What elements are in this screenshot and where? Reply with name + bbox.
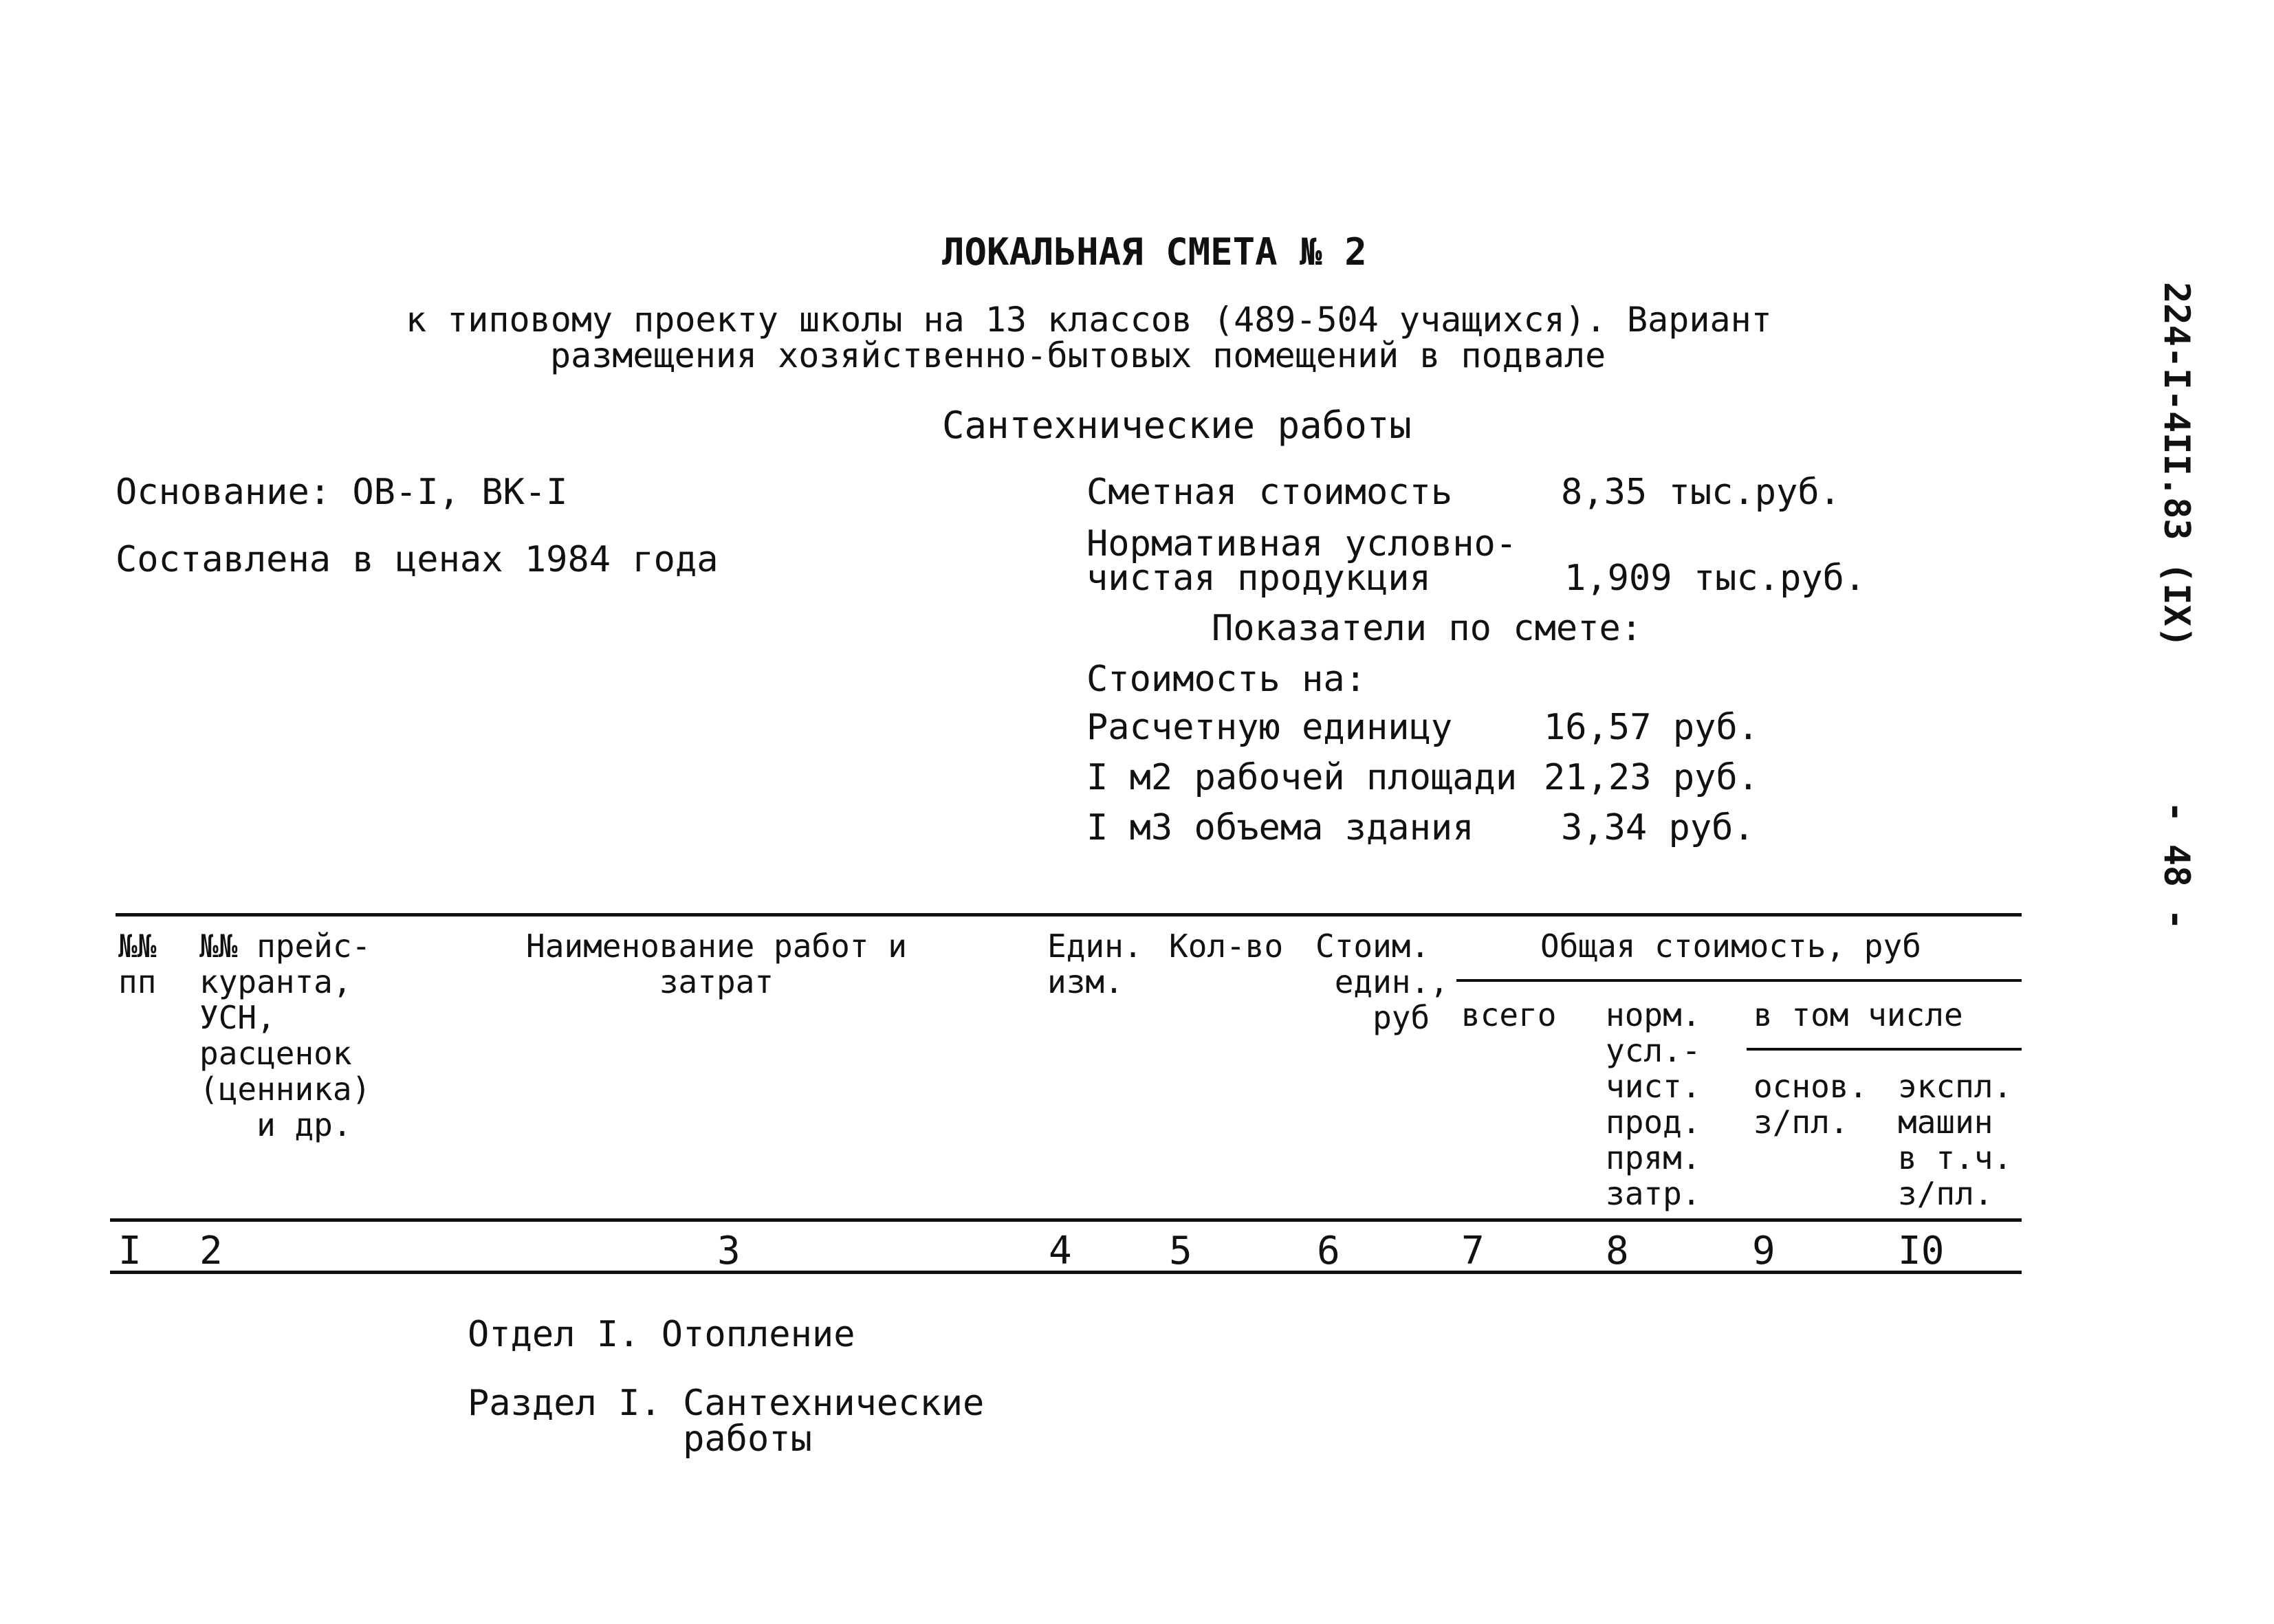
column-numbers-rule	[110, 1271, 2022, 1274]
col-header-machine-ops: экспл. машин в т.ч. з/пл.	[1898, 1068, 2013, 1212]
normative-label-1: Нормативная условно-	[1086, 523, 1518, 564]
col-header-including: в том числе	[1753, 996, 1963, 1033]
subgroup-underline	[1747, 1048, 2022, 1051]
indicators-title: Показатели по смете:	[1212, 608, 1643, 649]
prices-year-text: Составлена в ценах 1984 года	[116, 539, 719, 580]
estimated-cost-label: Сметная стоимость	[1086, 472, 1453, 513]
cost-for-label: Стоимость на:	[1086, 659, 1366, 700]
column-number: I0	[1898, 1229, 1945, 1273]
col-header-unit: Един. изм.	[1047, 928, 1143, 1000]
col-header-quantity: Кол-во	[1169, 928, 1284, 965]
indicator-value: 16,57 руб.	[1544, 707, 1760, 748]
col-header-row-number: №№ пп	[118, 928, 157, 1000]
document-code-vertical: 224-I-4II.83 (IX)	[2156, 282, 2197, 648]
table-top-rule	[116, 913, 2022, 917]
table-header-rule	[110, 1218, 2022, 1222]
normative-value: 1,909 тыс.руб.	[1564, 558, 1866, 599]
column-number: 4	[1049, 1229, 1072, 1273]
section-heading: Раздел I. Сантехнические	[468, 1383, 985, 1424]
col-header-unit-cost: Стоим. един., руб	[1315, 928, 1449, 1036]
page-number-vertical: - 48 -	[2156, 801, 2197, 930]
col-header-work-name: Наименование работ и затрат	[526, 928, 907, 1000]
section-title: Сантехнические работы	[942, 404, 1412, 447]
col-header-base-salary: основ. з/пл.	[1753, 1068, 1868, 1141]
indicator-label: I м3 объема здания	[1086, 807, 1474, 848]
col-header-total: всего	[1461, 996, 1557, 1033]
document-title: ЛОКАЛЬНАЯ СМЕТА № 2	[942, 230, 1367, 274]
column-number: 9	[1752, 1229, 1775, 1273]
indicator-value: 21,23 руб.	[1544, 757, 1760, 798]
column-number: 8	[1606, 1229, 1629, 1273]
col-header-total-cost-group: Общая стоимость, руб	[1540, 928, 1921, 965]
indicator-value: 3,34 руб.	[1561, 807, 1755, 848]
estimated-cost-value: 8,35 тыс.руб.	[1561, 472, 1841, 513]
indicator-label: I м2 рабочей площади	[1086, 757, 1518, 798]
column-number: 3	[717, 1229, 741, 1273]
col-header-normative: норм. усл.- чист. прод. прям. затр.	[1606, 996, 1701, 1212]
normative-label-2: чистая продукция	[1086, 558, 1431, 599]
document-subtitle-line1: к типовому проекту школы на 13 классов (489-504 учащихся). Вариант	[406, 300, 1772, 340]
document-subtitle-line2: размещения хозяйственно-бытовых помещений в подвале	[550, 336, 1606, 375]
column-number: 2	[199, 1229, 223, 1273]
column-number: I	[118, 1229, 142, 1273]
col-header-price-ref: №№ прейс- куранта, УСН, расценок (ценника) и др.	[199, 928, 371, 1143]
column-number: 7	[1461, 1229, 1485, 1273]
department-heading: Отдел I. Отопление	[468, 1314, 855, 1355]
group-underline	[1456, 979, 2022, 982]
basis-text: Основание: ОВ-I, ВК-I	[116, 472, 568, 513]
column-number: 6	[1317, 1229, 1340, 1273]
column-number: 5	[1169, 1229, 1192, 1273]
section-heading-continued: работы	[468, 1418, 812, 1460]
indicator-label: Расчетную единицу	[1086, 707, 1453, 748]
